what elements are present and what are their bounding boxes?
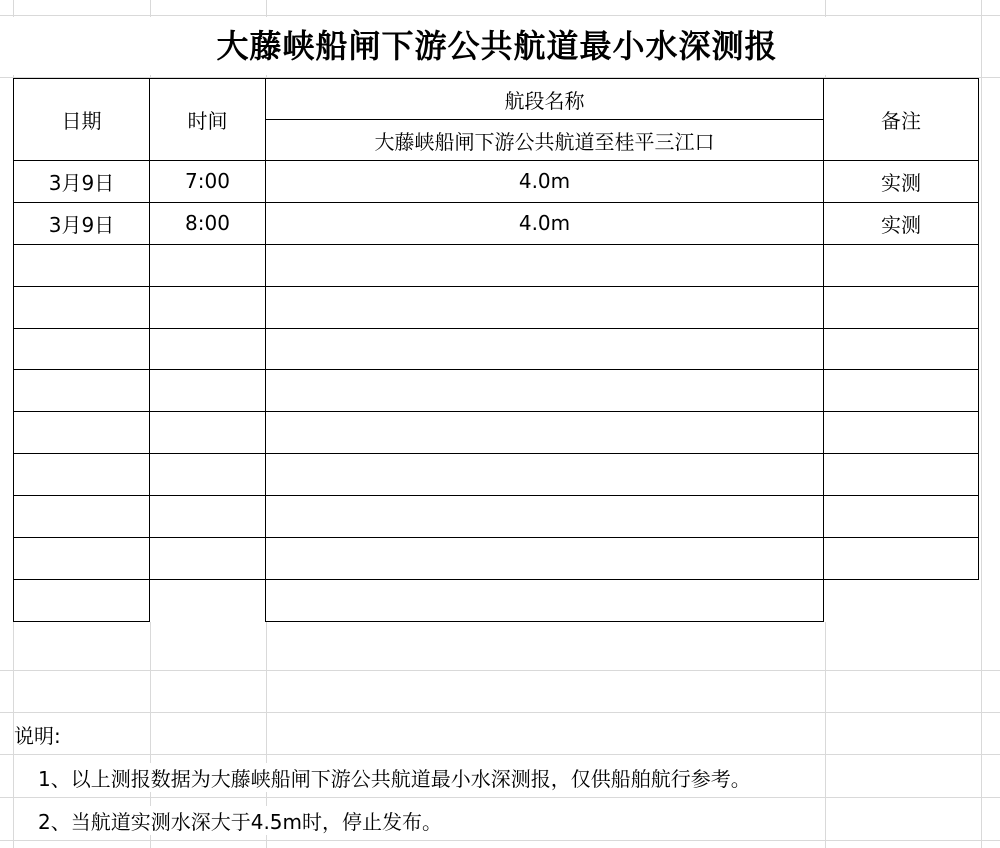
time-cell [150, 244, 266, 286]
time-cell [150, 370, 266, 412]
remark-cell [824, 538, 979, 580]
table-row [14, 538, 979, 580]
date-cell [14, 286, 150, 328]
table-row [14, 202, 979, 244]
time-cell [150, 496, 266, 538]
time-cell: 7:00 [150, 161, 266, 203]
depth-cell [266, 370, 824, 412]
note-line-2: 2、当航道实测水深大于4.5m时，停止发布。 [38, 806, 442, 835]
remark-cell [824, 412, 979, 454]
remark-cell [824, 370, 979, 412]
time-cell [150, 328, 266, 370]
depth-cell [266, 579, 824, 621]
date-cell [14, 496, 150, 538]
table-row [14, 286, 979, 328]
date-cell [14, 370, 150, 412]
depth-cell [266, 538, 824, 580]
date-cell [14, 579, 150, 621]
depth-report-table [13, 78, 979, 622]
header-row [14, 79, 979, 120]
table-row [14, 454, 979, 496]
table-row [14, 244, 979, 286]
time-cell [150, 286, 266, 328]
depth-cell: 4.0m [266, 161, 824, 203]
notes-heading: 说明: [14, 720, 65, 749]
table-row [14, 370, 979, 412]
remark-cell [824, 454, 979, 496]
time-cell [150, 412, 266, 454]
remark-cell [824, 244, 979, 286]
time-cell: 8:00 [150, 202, 266, 244]
depth-cell [266, 244, 824, 286]
header-time: 时间 [150, 79, 266, 161]
table-row [14, 328, 979, 370]
date-cell [14, 328, 150, 370]
time-cell [150, 454, 266, 496]
header-date: 日期 [14, 79, 150, 161]
remark-cell [824, 579, 979, 621]
depth-cell [266, 286, 824, 328]
remark-cell [824, 496, 979, 538]
remark-cell: 实测 [824, 202, 979, 244]
date-cell [14, 454, 150, 496]
depth-cell [266, 328, 824, 370]
remark-cell [824, 286, 979, 328]
date-cell [14, 412, 150, 454]
header-segment-name: 大藤峡船闸下游公共航道至桂平三江口 [266, 120, 824, 161]
depth-cell [266, 496, 824, 538]
header-segment-label: 航段名称 [266, 79, 824, 120]
time-cell [150, 579, 266, 621]
remark-cell: 实测 [824, 161, 979, 203]
date-cell [14, 244, 150, 286]
table-row [14, 496, 979, 538]
report-title: 大藤峡船闸下游公共航道最小水深测报 [13, 17, 981, 75]
date-cell [14, 538, 150, 580]
depth-cell: 4.0m [266, 202, 824, 244]
depth-cell [266, 412, 824, 454]
date-cell: 3月9日 [14, 202, 150, 244]
table-row [14, 412, 979, 454]
note-line-1: 1、以上测报数据为大藤峡船闸下游公共航道最小水深测报，仅供船舶航行参考。 [38, 763, 751, 792]
time-cell [150, 538, 266, 580]
table-row [14, 161, 979, 203]
date-cell: 3月9日 [14, 161, 150, 203]
depth-cell [266, 454, 824, 496]
header-remark: 备注 [824, 79, 979, 161]
remark-cell [824, 328, 979, 370]
table-row [14, 579, 979, 621]
